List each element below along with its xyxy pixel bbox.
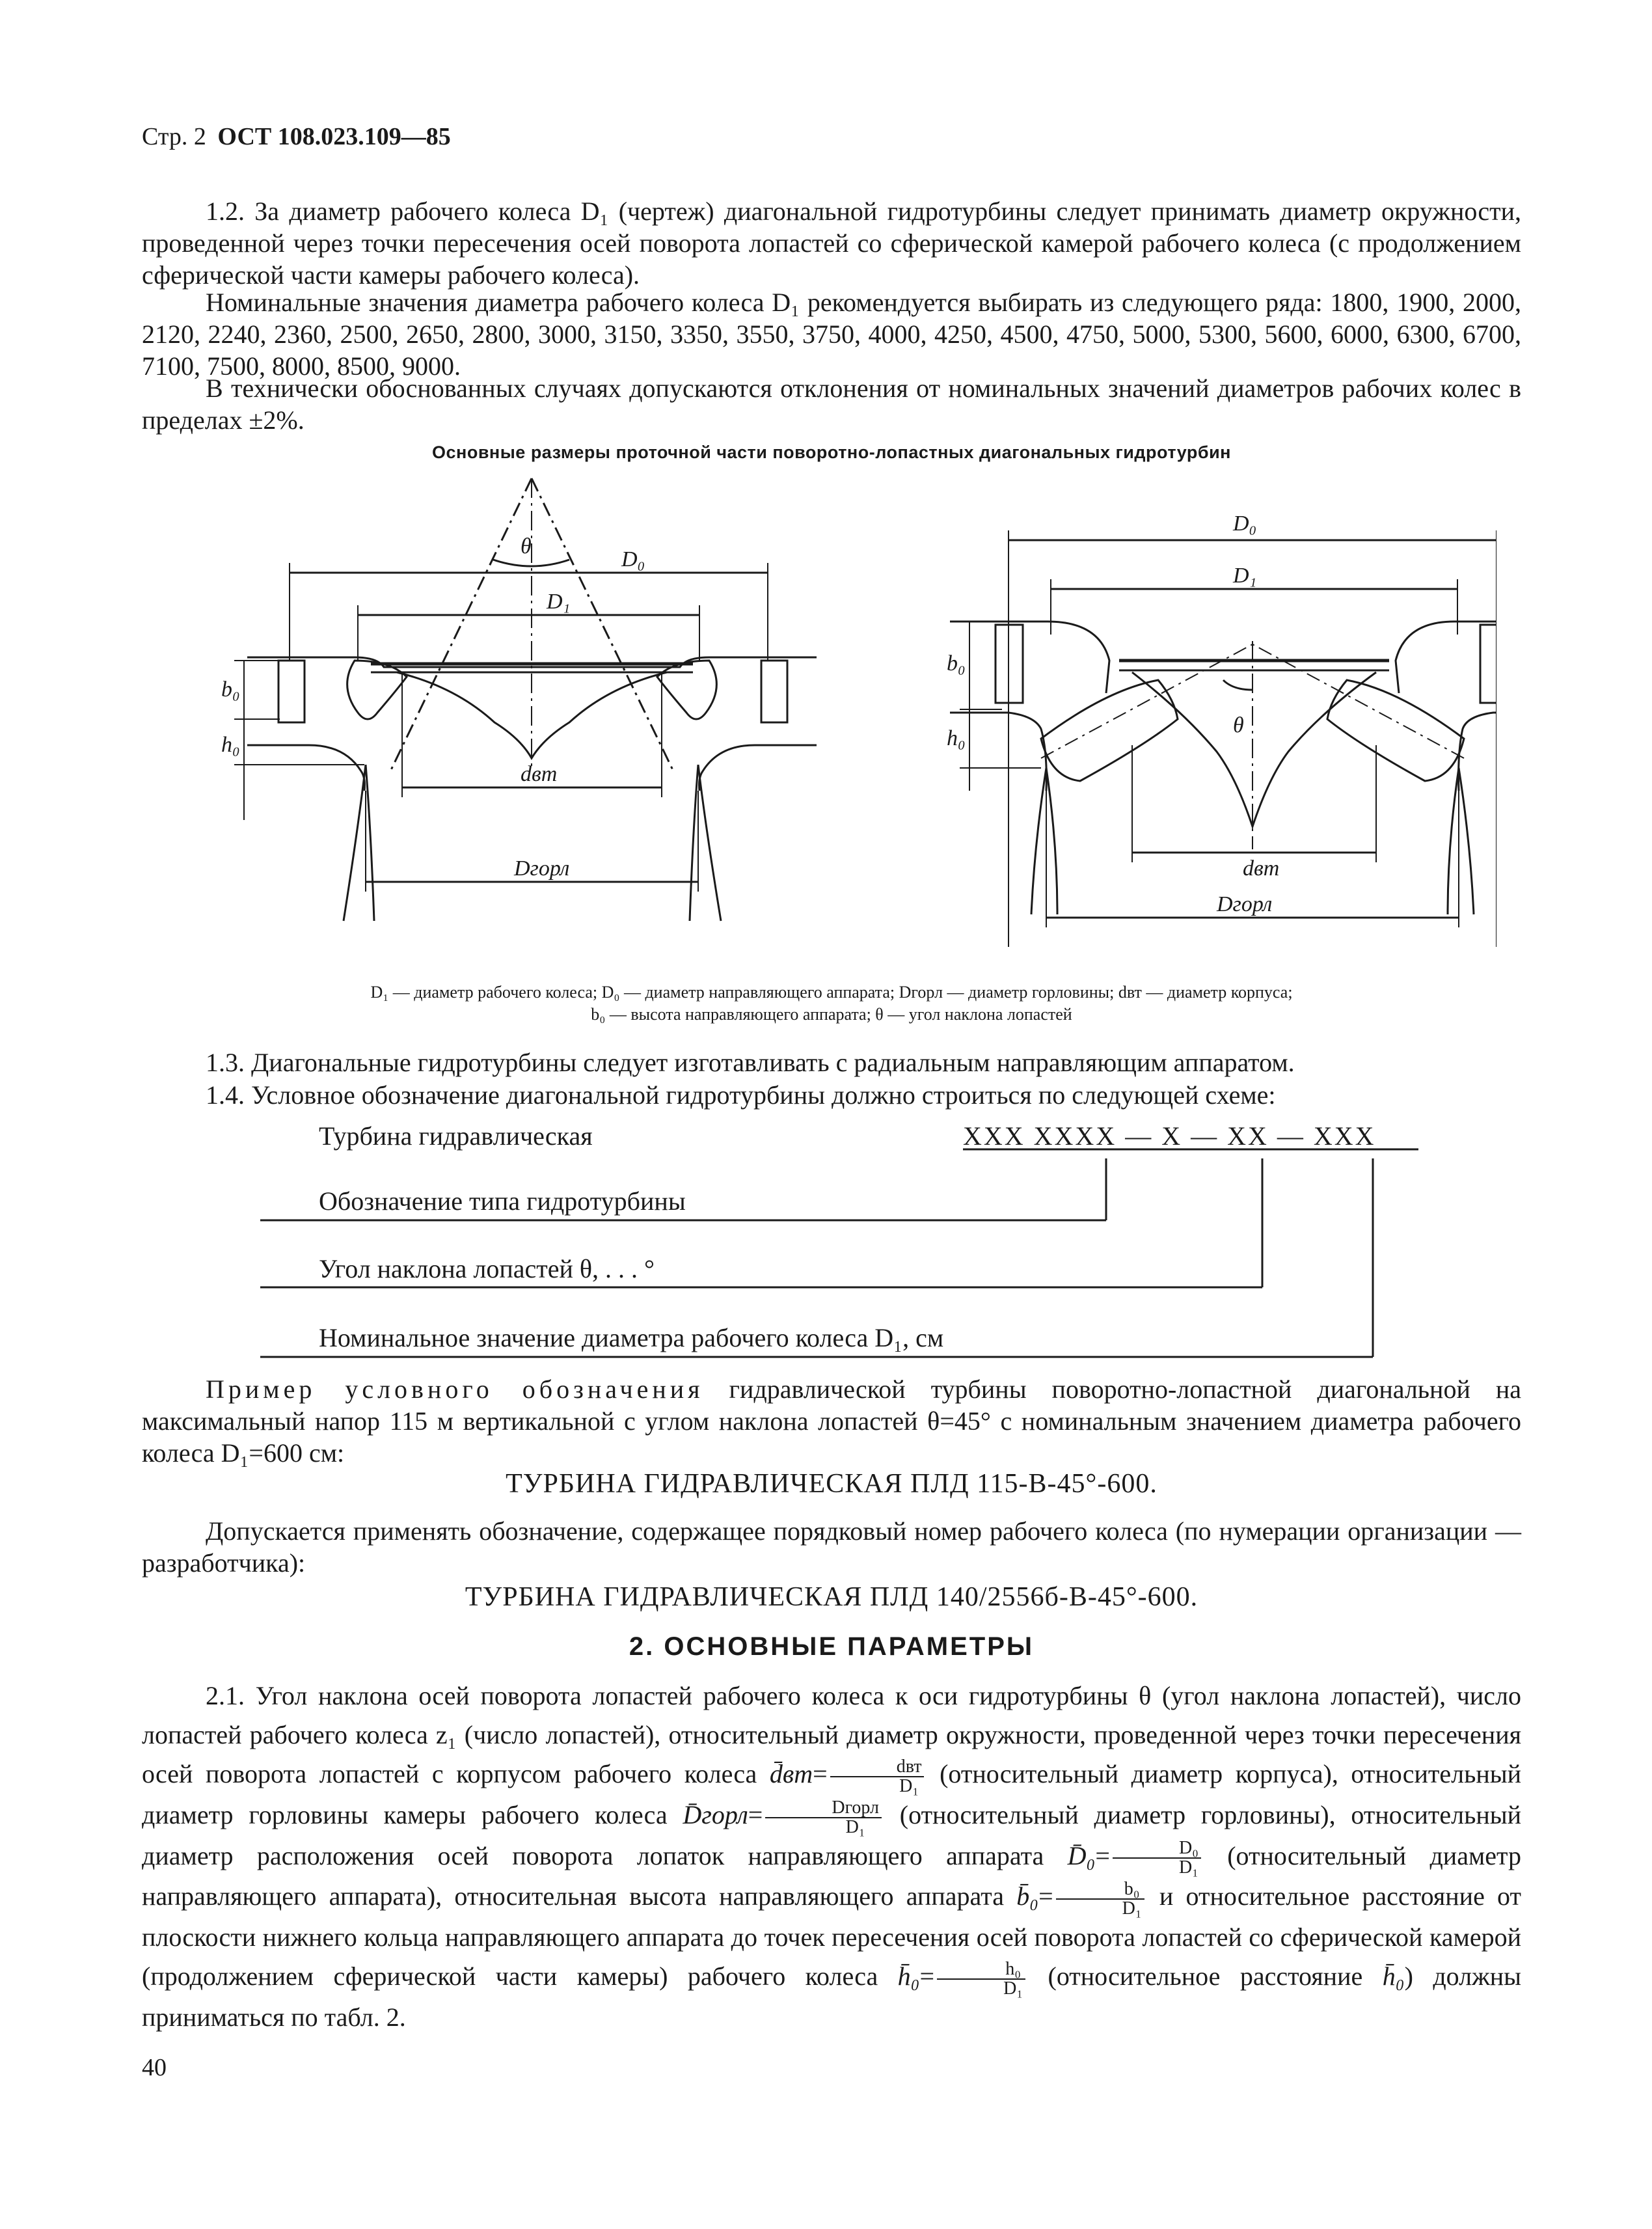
paragraph-1-4: 1.4. Условное обозначение диагональной гидротурбины должно строиться по следующей схеме: [206,1080,1276,1110]
sym-Dgorl: D̄горл [683,1799,748,1829]
p21-part-a: 2.1. Угол наклона осей поворота лопастей рабочего колеса к оси гидротурбины θ (угол наклона лопастей), число лопастей рабочего колеса z₁ (число лопастей), относительный диаметр окружности, проведенной через точки пересечения осей поворота лопастей с корпусом рабочего колеса [142,1681,1521,1788]
page-header [142,122,451,151]
p21-part-g: ) должны приниматься по табл. 2. [142,1962,1522,2032]
paragraph-nominal: Номинальные значения диаметра рабочего колеса D₁ рекомендуется выбирать из следующего ряда: 1800, 1900, 2000, 2120, 2240, 2360, 2500, 2650, 2800, 3000, 3150, 3350, 3550, 3750, 4000, 4250, 4500, 4750, 5000, 5300, 5600, 6000, 6300, 6700, 7100, 7500, 8000, 8500, 9000. [142,288,1521,381]
p21-part-b: (относительный диаметр корпуса), относительный диаметр горловины камеры рабочего колеса [142,1759,1522,1829]
p21-part-c: (относительный диаметр горловины), относительный диаметр расположения осей поворота лопаток направляющего аппарата [142,1799,1522,1870]
label-D0-right: D₀ [1233,512,1257,536]
frac-b0: $\frac{\text{b₀}}{\text{D₁}}$ [1056,1880,1144,1918]
turbine-drawing [195,465,1496,979]
label-theta-left: θ [521,534,532,558]
frac-dvt: $\frac{\text{dвт}}{\text{D₁}}$ [830,1758,925,1796]
frac-h0: $\frac{\text{h₀}}{\text{D₁}}$ [937,1960,1025,1998]
scheme-line-1: Обозначение типа гидротурбины [319,1186,686,1216]
paragraph-2-1: 2.1. Угол наклона осей поворота лопастей рабочего колеса к оси гидротурбины θ (угол наклона лопастей), число лопастей рабочего колеса z₁ (число лопастей), относительный диаметр окружности, проведенной через точки пересечения осей поворота лопастей с корпусом рабочего колеса d̄вт= $\frac{\text{dвт}}{\text{D₁}}$ (относительный диаметр корпуса), относительный диаметр горловины камеры рабочего колеса D̄горл= $\frac{\text{Dгорл}}{\text{D₁}}$ (относительный диаметр горловины), относительный диаметр расположения осей поворота лопаток направляющего аппарата D̄₀= $\frac{\text{D₀}}{\text{D₁}}$ (относительный диаметр направляющего аппарата), относительная высота направляющего аппарата b̄₀= $\frac{\text{b₀}}{\text{D₁}}$ и относительное расстояние от плоскости нижнего кольца направляющего аппарата до точек пересечения осей поворота лопастей со сферической камерой (продолжением сферической части камеры) рабочего колеса h̄₀= $\frac{\text{h₀}}{\text{D₁}}$ (относительное расстояние h̄₀) должны приниматься по табл. 2. [142,1681,1522,2032]
label-D0-left: D₀ [621,547,645,571]
sym-h0: h̄₀ [897,1962,920,1991]
scheme-code: ХХХ ХХХХ — Х — ХХ — ХХХ [963,1121,1376,1151]
figure-caption: Основные размеры проточной части поворотно-лопастных диагональных гидротурбин [432,443,1231,462]
designation-1: ТУРБИНА ГИДРАВЛИЧЕСКАЯ ПЛД 115-В-45°-600. [506,1469,1158,1499]
label-dvt-right: dвт [1243,856,1280,881]
label-theta-right: θ [1233,713,1244,737]
example-paragraph [142,1373,1521,1469]
allowed-paragraph: Допускается применять обозначение, содержащее порядковый номер рабочего колеса (по нумерации организации — разработчика): [142,1516,1521,1578]
legend-line-1: D₁ — диаметр рабочего колеса; D₀ — диаметр направляющего аппарата; Dгорл — диаметр горловины; dвт — диаметр корпуса; [370,983,1293,1002]
label-D1-right: D₁ [1233,564,1257,588]
p21-part-e: и относительное расстояние от плоскости нижнего кольца направляющего аппарата до точек пересечения осей поворота лопастей со сферической камерой (продолжением сферической части камеры) рабочего колеса [142,1881,1522,1991]
p21-part-d: (относительный диаметр направляющего аппарата), относительная высота направляющего аппарата [142,1840,1522,1911]
legend-line-2: b₀ — высота направляющего аппарата; θ — угол наклона лопастей [591,1005,1072,1024]
example-text: гидравлической турбины поворотно-лопастной диагональной на максимальный напор 115 м вертикальной с углом наклона лопастей θ=45° с номинальным значением диаметра рабочего колеса D₁=600 см: [142,1374,1522,1468]
label-Dgorl-left: Dгорл [514,856,570,881]
p21-part-f: (относительное расстояние [1048,1962,1363,1991]
label-h0-left: h₀ [221,733,240,757]
label-h0-right: h₀ [947,726,966,750]
label-b0-left: b₀ [221,677,240,702]
section-2-heading: 2. ОСНОВНЫЕ ПАРАМЕТРЫ [629,1632,1035,1661]
sym-b0: b̄₀ [1016,1881,1039,1911]
sym-dvt: d̄вт [769,1759,813,1788]
header-page: Стр. 2 [142,123,206,150]
frac-Dgorl: $\frac{\text{Dгорл}}{\text{D₁}}$ [765,1799,882,1837]
sym-D0: D̄₀ [1067,1840,1096,1870]
sym-h0-2: h̄₀ [1382,1962,1405,1991]
paragraph-1-2: 1.2. За диаметр рабочего колеса D₁ (чертеж) диагональной гидротурбины следует принимать диаметр окружности, проведенной через точки пересечения осей поворота лопастей со сферической камерой рабочего колеса (с продолжением сферической части камеры рабочего колеса). [142,197,1521,290]
frac-D0: $\frac{\text{D₀}}{\text{D₁}}$ [1113,1839,1201,1877]
label-Dgorl-right: Dгорл [1217,892,1273,916]
label-b0-right: b₀ [947,651,966,676]
scheme-line-3: Номинальное значение диаметра рабочего колеса D₁, см [319,1323,944,1352]
label-dvt-left: dвт [521,762,558,786]
label-D1-left: D₁ [547,590,571,614]
page-number: 40 [142,2054,167,2081]
paragraph-tolerance: В технически обоснованных случаях допускаются отклонения от номинальных значений диаметров рабочих колес в пределах ±2%. [142,374,1521,435]
header-code: ОСТ 108.023.109—85 [217,123,451,150]
paragraph-1-3: 1.3. Диагональные гидротурбины следует изготавливать с радиальным направляющим аппаратом. [206,1048,1295,1077]
example-lead: Пример условного обозначения [206,1374,704,1404]
designation-2: ТУРБИНА ГИДРАВЛИЧЕСКАЯ ПЛД 140/2556б-В-45°-600. [465,1582,1198,1612]
scheme-title: Турбина гидравлическая [319,1121,593,1151]
scheme-line-2: Угол наклона лопастей θ, . . . ° [319,1254,655,1283]
figure-legend [142,981,1521,1026]
